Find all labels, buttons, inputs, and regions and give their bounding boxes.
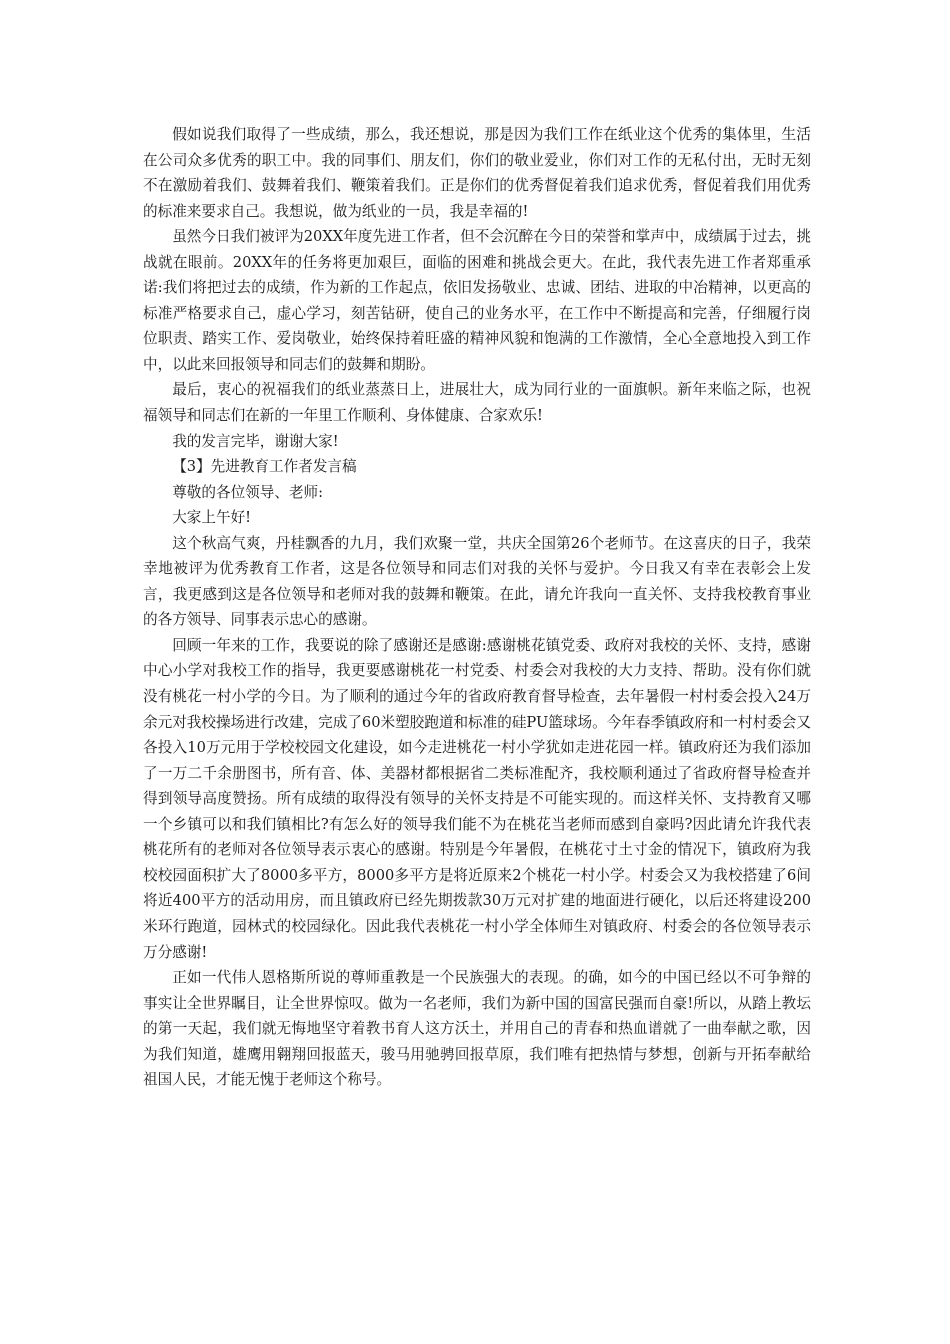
paragraph-speech-end: 我的发言完毕，谢谢大家! <box>172 432 339 450</box>
section-heading: 【3】先进教育工作者发言稿 <box>172 458 357 476</box>
salutation: 尊敬的各位领导、老师: <box>172 483 324 501</box>
document-body <box>143 122 811 1093</box>
paragraph-teachers-day: 这个秋高气爽，丹桂飘香的九月，我们欢聚一堂，共庆全国第26个老师节。在这喜庆的日子，我荣幸地被评为优秀教育工作者，这是各位领导和同志们对我的关怀与爱护。今日我又有幸在表彰会上发言，我更感到这是各位领导和老师对我的鼓舞和鞭策。在此，请允许我向一直关怀、支持我校教育事业的各方领导、同事表示忠心的感谢。 <box>143 534 811 629</box>
paragraph-respect-teachers: 正如一代伟人恩格斯所说的尊师重教是一个民族强大的表现。的确，如今的中国已经以不可争辩的事实让全世界瞩目，让全世界惊叹。做为一名老师，我们为新中国的国富民强而自豪!所以，从踏上教坛的第一天起，我们就无悔地坚守着教书育人这方沃土，并用自己的青春和热血谱就了一曲奉献之歌，因为我们知道，雄鹰用翱翔回报蓝天，骏马用驰骋回报草原，我们唯有把热情与梦想，创新与开拓奉献给祖国人民，才能无愧于老师这个称号。 <box>143 969 811 1089</box>
paragraph-gratitude-colleagues: 假如说我们取得了一些成绩，那么，我还想说，那是因为我们工作在纸业这个优秀的集体里，生活在公司众多优秀的职工中。我的同事们、朋友们，你们的敬业爱业，你们对工作的无私付出，无时无刻不在激励着我们、鼓舞着我们、鞭策着我们。正是你们的优秀督促着我们追求优秀，督促着我们用优秀的标准来要求自己。我想说，做为纸业的一员，我是幸福的! <box>143 126 811 220</box>
paragraph-closing-wishes: 最后，衷心的祝福我们的纸业蒸蒸日上，进展壮大，成为同行业的一面旗帜。新年来临之际，也祝福领导和同志们在新的一年里工作顺利、身体健康、合家欢乐! <box>143 381 811 425</box>
paragraph-commitment: 虽然今日我们被评为20XX年度先进工作者，但不会沉醉在今日的荣誉和掌声中，成绩属于过去，挑战就在眼前。20XX年的任务将更加艰巨，面临的困难和挑战会更大。在此，我代表先进工作者郑重承诺:我们将把过去的成绩，作为新的工作起点，依旧发扬敬业、忠诚、团结、进取的中冶精神，以更高的标准严格要求自己，虚心学习，刻苦钻研，使自己的业务水平，在工作中不断提高和完善，仔细履行岗位职责、踏实工作、爱岗敬业，始终保持着旺盛的精神风貌和饱满的工作激情，全心全意地投入到工作中，以此来回报领导和同志们的鼓舞和期盼。 <box>143 228 811 373</box>
paragraph-review-year: 回顾一年来的工作，我要说的除了感谢还是感谢:感谢桃花镇党委、政府对我校的关怀、支持，感谢中心小学对我校工作的指导，我更要感谢桃花一村党委、村委会对我校的大力支持、帮助。没有你们就没有桃花一村小学的今日。为了顺利的通过今年的省政府教育督导检查，去年暑假一村村委会投入24万余元对我校操场进行改建，完成了60米塑胶跑道和标准的硅PU篮球场。今年春季镇政府和一村村委会又各投入10万元用于学校校园文化建设，如今走进桃花一村小学犹如走进花园一样。镇政府还为我们添加了一万二千余册图书，所有音、体、美器材都根据省二类标准配齐，我校顺利通过了省政府督导检查并得到领导高度赞扬。所有成绩的取得没有领导的关怀支持是不可能实现的。而这样关怀、支持教育又哪一个乡镇可以和我们镇相比?有怎么好的领导我们能不为在桃花当老师而感到自豪吗?因此请允许我代表桃花所有的老师对各位领导表示衷心的感谢。特别是今年暑假，在桃花寸土寸金的情况下，镇政府为我校校园面积扩大了8000多平方，8000多平方是将近原来2个桃花一村小学。村委会又为我校搭建了6间将近400平方的活动用房，而且镇政府已经先期拨款30万元对扩建的地面进行硬化，以后还将建设200米环行跑道，园林式的校园绿化。因此我代表桃花一村小学全体师生对镇政府、村委会的各位领导表示万分感谢! <box>143 636 811 961</box>
greeting: 大家上午好! <box>172 509 252 527</box>
